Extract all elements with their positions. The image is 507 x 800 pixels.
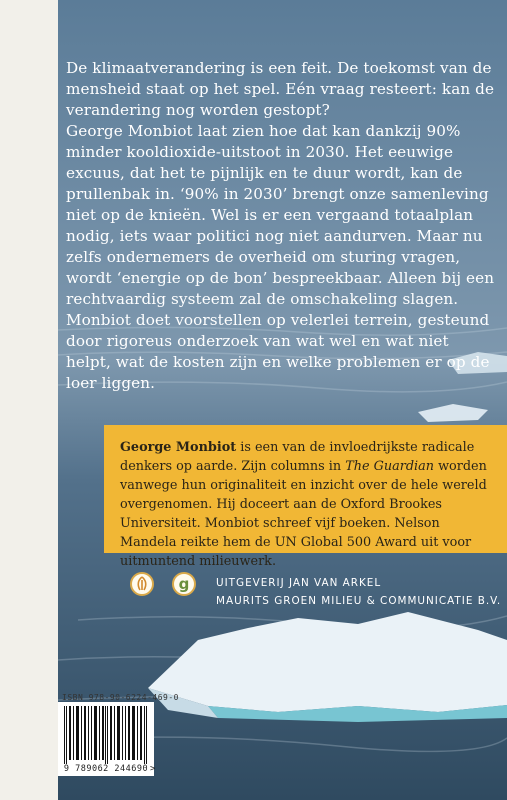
author-name: George Monbiot xyxy=(120,440,237,455)
blurb-paragraph: De klimaatverandering is een feit. De toekomst van de mensheid staat op het spel. Eén vraag resteert: kan de verandering nog worden gestopt? xyxy=(66,59,495,119)
publisher-line-1: UITGEVERIJ JAN VAN ARKEL xyxy=(216,577,382,589)
barcode-end-mark: > xyxy=(150,764,156,774)
barcode-bars xyxy=(62,706,150,764)
blurb-paragraph: George Monbiot laat zien hoe dat kan dankzij 90% minder kooldioxide-uitstoot in 2030. Het eeuwige excuus, dat het te pijnlijk en te duur wordt, kan de prullenbak in. ‘90% in 2030’ brengt onze samenleving niet op de knieën. Wel is er een vergaand totaalplan nodig, iets waar politici nog niet aandurven. Maar nu zelfs ondernemers de overheid om sturing vragen, wordt ‘energie op de bon’ bespreekbaar. Alleen bij een rechtvaardig systeem zal de omschakeling slagen. xyxy=(66,122,495,308)
bio-part-2: worden vanwege hun originaliteit en inzicht over de hele wereld overgenomen. Hij doceert aan de Oxford Brookes Universiteit. Monbiot schreef vijf boeken. Nelson Mandela reikte hem de UN Global 500 Award uit voor uitmuntend milieuwerk. xyxy=(120,459,487,569)
publisher-logos xyxy=(130,572,210,602)
tree-leaf-icon xyxy=(130,572,154,596)
barcode-number: 9 789062 244690 xyxy=(63,764,149,774)
left-pale-band xyxy=(0,0,58,800)
blurb-text xyxy=(66,58,496,394)
author-bio-text xyxy=(120,438,500,571)
publication-name: The Guardian xyxy=(345,459,435,474)
publisher-names xyxy=(216,574,501,610)
isbn-label: ISBN 978-90-6224-469-0 xyxy=(62,693,179,702)
bio-part-1: is een van de invloedrijkste radicale denkers op aarde. Zijn columns in xyxy=(120,440,475,474)
blurb-paragraph: Monbiot doet voorstellen op velerlei terrein, gesteund door rigoreus onderzoek van wat wel en wat niet helpt, wat de kosten zijn en welke problemen er op de loer liggen. xyxy=(66,311,490,392)
publisher-line-2: MAURITS GROEN MILIEU & COMMUNICATIE B.V. xyxy=(216,595,502,607)
g-logo-icon: g xyxy=(172,572,196,596)
barcode xyxy=(58,702,154,776)
